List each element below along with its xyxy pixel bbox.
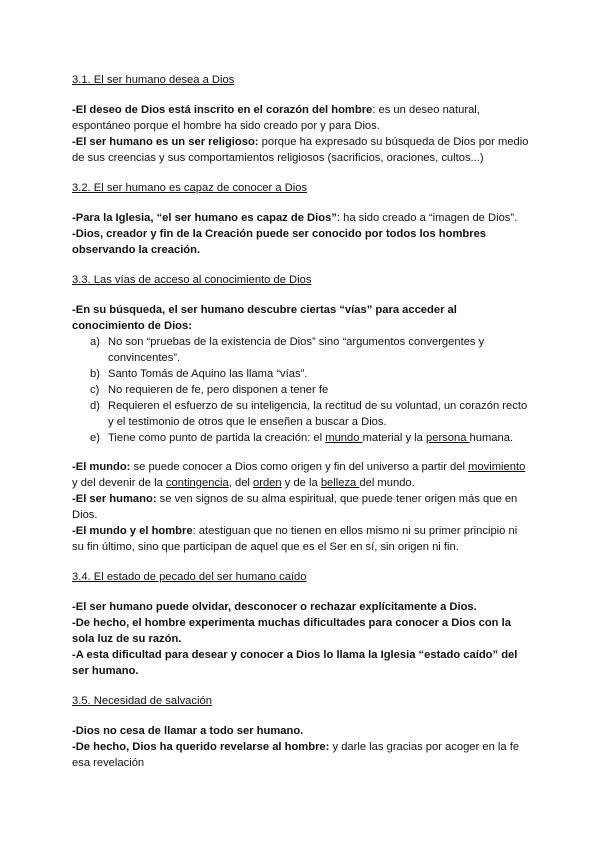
underlined-word: mundo: [325, 432, 363, 444]
list-item: [72, 334, 532, 366]
list-item-text: material y la: [362, 432, 426, 444]
section-3-3: [72, 272, 532, 555]
list-item: [72, 430, 532, 446]
paragraph-text: : ha sido creado a “imagen de Dios”.: [336, 212, 518, 224]
lead-paragraph: -En su búsqueda, el ser humano descubre ciertas “vías” para acceder al conocimiento de Dios:: [72, 304, 457, 332]
paragraph-text: y de la: [281, 477, 321, 489]
paragraph-text: y darle las gracias por acoger en la fe esa revelación: [72, 741, 520, 769]
bold-paragraph: -De hecho, el hombre experimenta muchas dificultades para conocer a Dios con la sola luz de su razón.: [72, 617, 511, 645]
paragraph-text: y del devenir de la: [72, 477, 166, 489]
list-item-text: humana.: [469, 432, 514, 444]
bold-phrase: -El ser humano es un ser religioso:: [72, 136, 259, 148]
section-heading: 3.1. El ser humano desea a Dios: [72, 74, 235, 86]
bold-phrase: -El mundo:: [72, 461, 131, 473]
bold-phrase: -El ser humano:: [72, 493, 157, 505]
section-heading: 3.4. El estado de pecado del ser humano caído: [72, 571, 307, 583]
section-heading: 3.2. El ser humano es capaz de conocer a Dios: [72, 182, 308, 194]
paragraph: [72, 226, 532, 258]
paragraph: [72, 739, 532, 771]
document-content: [72, 72, 532, 785]
list-item: [72, 366, 532, 382]
paragraph-text: del mundo.: [359, 477, 415, 489]
paragraph-text: porque ha expresado su búsqueda de Dios por medio de sus creencias y sus comportamientos religiosos (sacrificios, oraciones, cultos...): [72, 136, 529, 164]
list-marker: a): [90, 336, 100, 348]
paragraph: [72, 210, 532, 226]
vias-list: [72, 334, 532, 446]
bold-paragraph: -Dios no cesa de llamar a todo ser humano.: [72, 725, 304, 737]
underlined-word: contingencia: [165, 477, 229, 489]
paragraph-text: : es un deseo natural, espontáneo porque el hombre ha sido creado por y para Dios.: [72, 104, 480, 132]
list-item-text: No son “pruebas de la existencia de Dios” sino “argumentos convergentes y convincentes”.: [108, 336, 485, 364]
paragraph-mundo-hombre: [72, 523, 532, 555]
paragraph-mundo: [72, 459, 532, 491]
underlined-word: persona: [426, 432, 470, 444]
list-marker: d): [90, 400, 100, 412]
section-3-4: [72, 569, 532, 679]
bold-phrase: -El deseo de Dios está inscrito en el corazón del hombre: [72, 104, 373, 116]
list-marker: b): [90, 368, 100, 380]
bold-phrase: -Para la Iglesia, “el ser humano es capaz de Dios”: [72, 212, 337, 224]
underlined-word: belleza: [320, 477, 360, 489]
underlined-word: orden: [253, 477, 282, 489]
paragraph-text: : atestiguan que no tienen en ellos mismo ni su primer principio ni su fin último, sino que participan de aquel que es el Ser en sí, sin origen ni fin.: [72, 525, 518, 553]
bold-phrase: -Dios, creador y fin de la Creación puede ser conocido por todos los hombres observando la creación.: [72, 228, 487, 256]
section-3-2: [72, 180, 532, 258]
section-heading: 3.5. Necesidad de salvación: [72, 695, 212, 707]
section-heading: 3.3. Las vías de acceso al conocimiento de Dios: [72, 274, 312, 286]
paragraph-text: se ven signos de su alma espiritual, que puede tener origen más que en Dios.: [72, 493, 518, 521]
list-item-text: No requieren de fe, pero disponen a tener fe: [108, 384, 329, 396]
bold-phrase: -El mundo y el hombre: [72, 525, 193, 537]
paragraph: [72, 134, 532, 166]
list-item: [72, 382, 532, 398]
section-3-5: [72, 693, 532, 771]
list-item-text: Requieren el esfuerzo de su inteligencia, la rectitud de su voluntad, un corazón recto y el testimonio de otros que le enseñen a buscar a Dios.: [108, 400, 528, 428]
bold-paragraph: -A esta dificultad para desear y conocer a Dios lo llama la Iglesia “estado caído” del ser humano.: [72, 649, 518, 677]
section-3-1: [72, 72, 532, 166]
bold-phrase: -De hecho, Dios ha querido revelarse al hombre:: [72, 741, 330, 753]
list-item-text: Tiene como punto de partida la creación: el: [108, 432, 326, 444]
paragraph-text: , del: [228, 477, 254, 489]
list-item: [72, 398, 532, 430]
paragraph-text: se puede conocer a Dios como origen y fin del universo a partir del: [130, 461, 469, 473]
list-marker: c): [90, 384, 100, 396]
paragraph-ser-humano: [72, 491, 532, 523]
list-item-text: Santo Tomás de Aquino las llama “vías”.: [108, 368, 308, 380]
bold-paragraph: -El ser humano puede olvidar, desconocer o rechazar explícitamente a Dios.: [72, 601, 477, 613]
underlined-word: movimiento: [468, 461, 526, 473]
list-marker: e): [90, 432, 100, 444]
paragraph: [72, 102, 532, 134]
